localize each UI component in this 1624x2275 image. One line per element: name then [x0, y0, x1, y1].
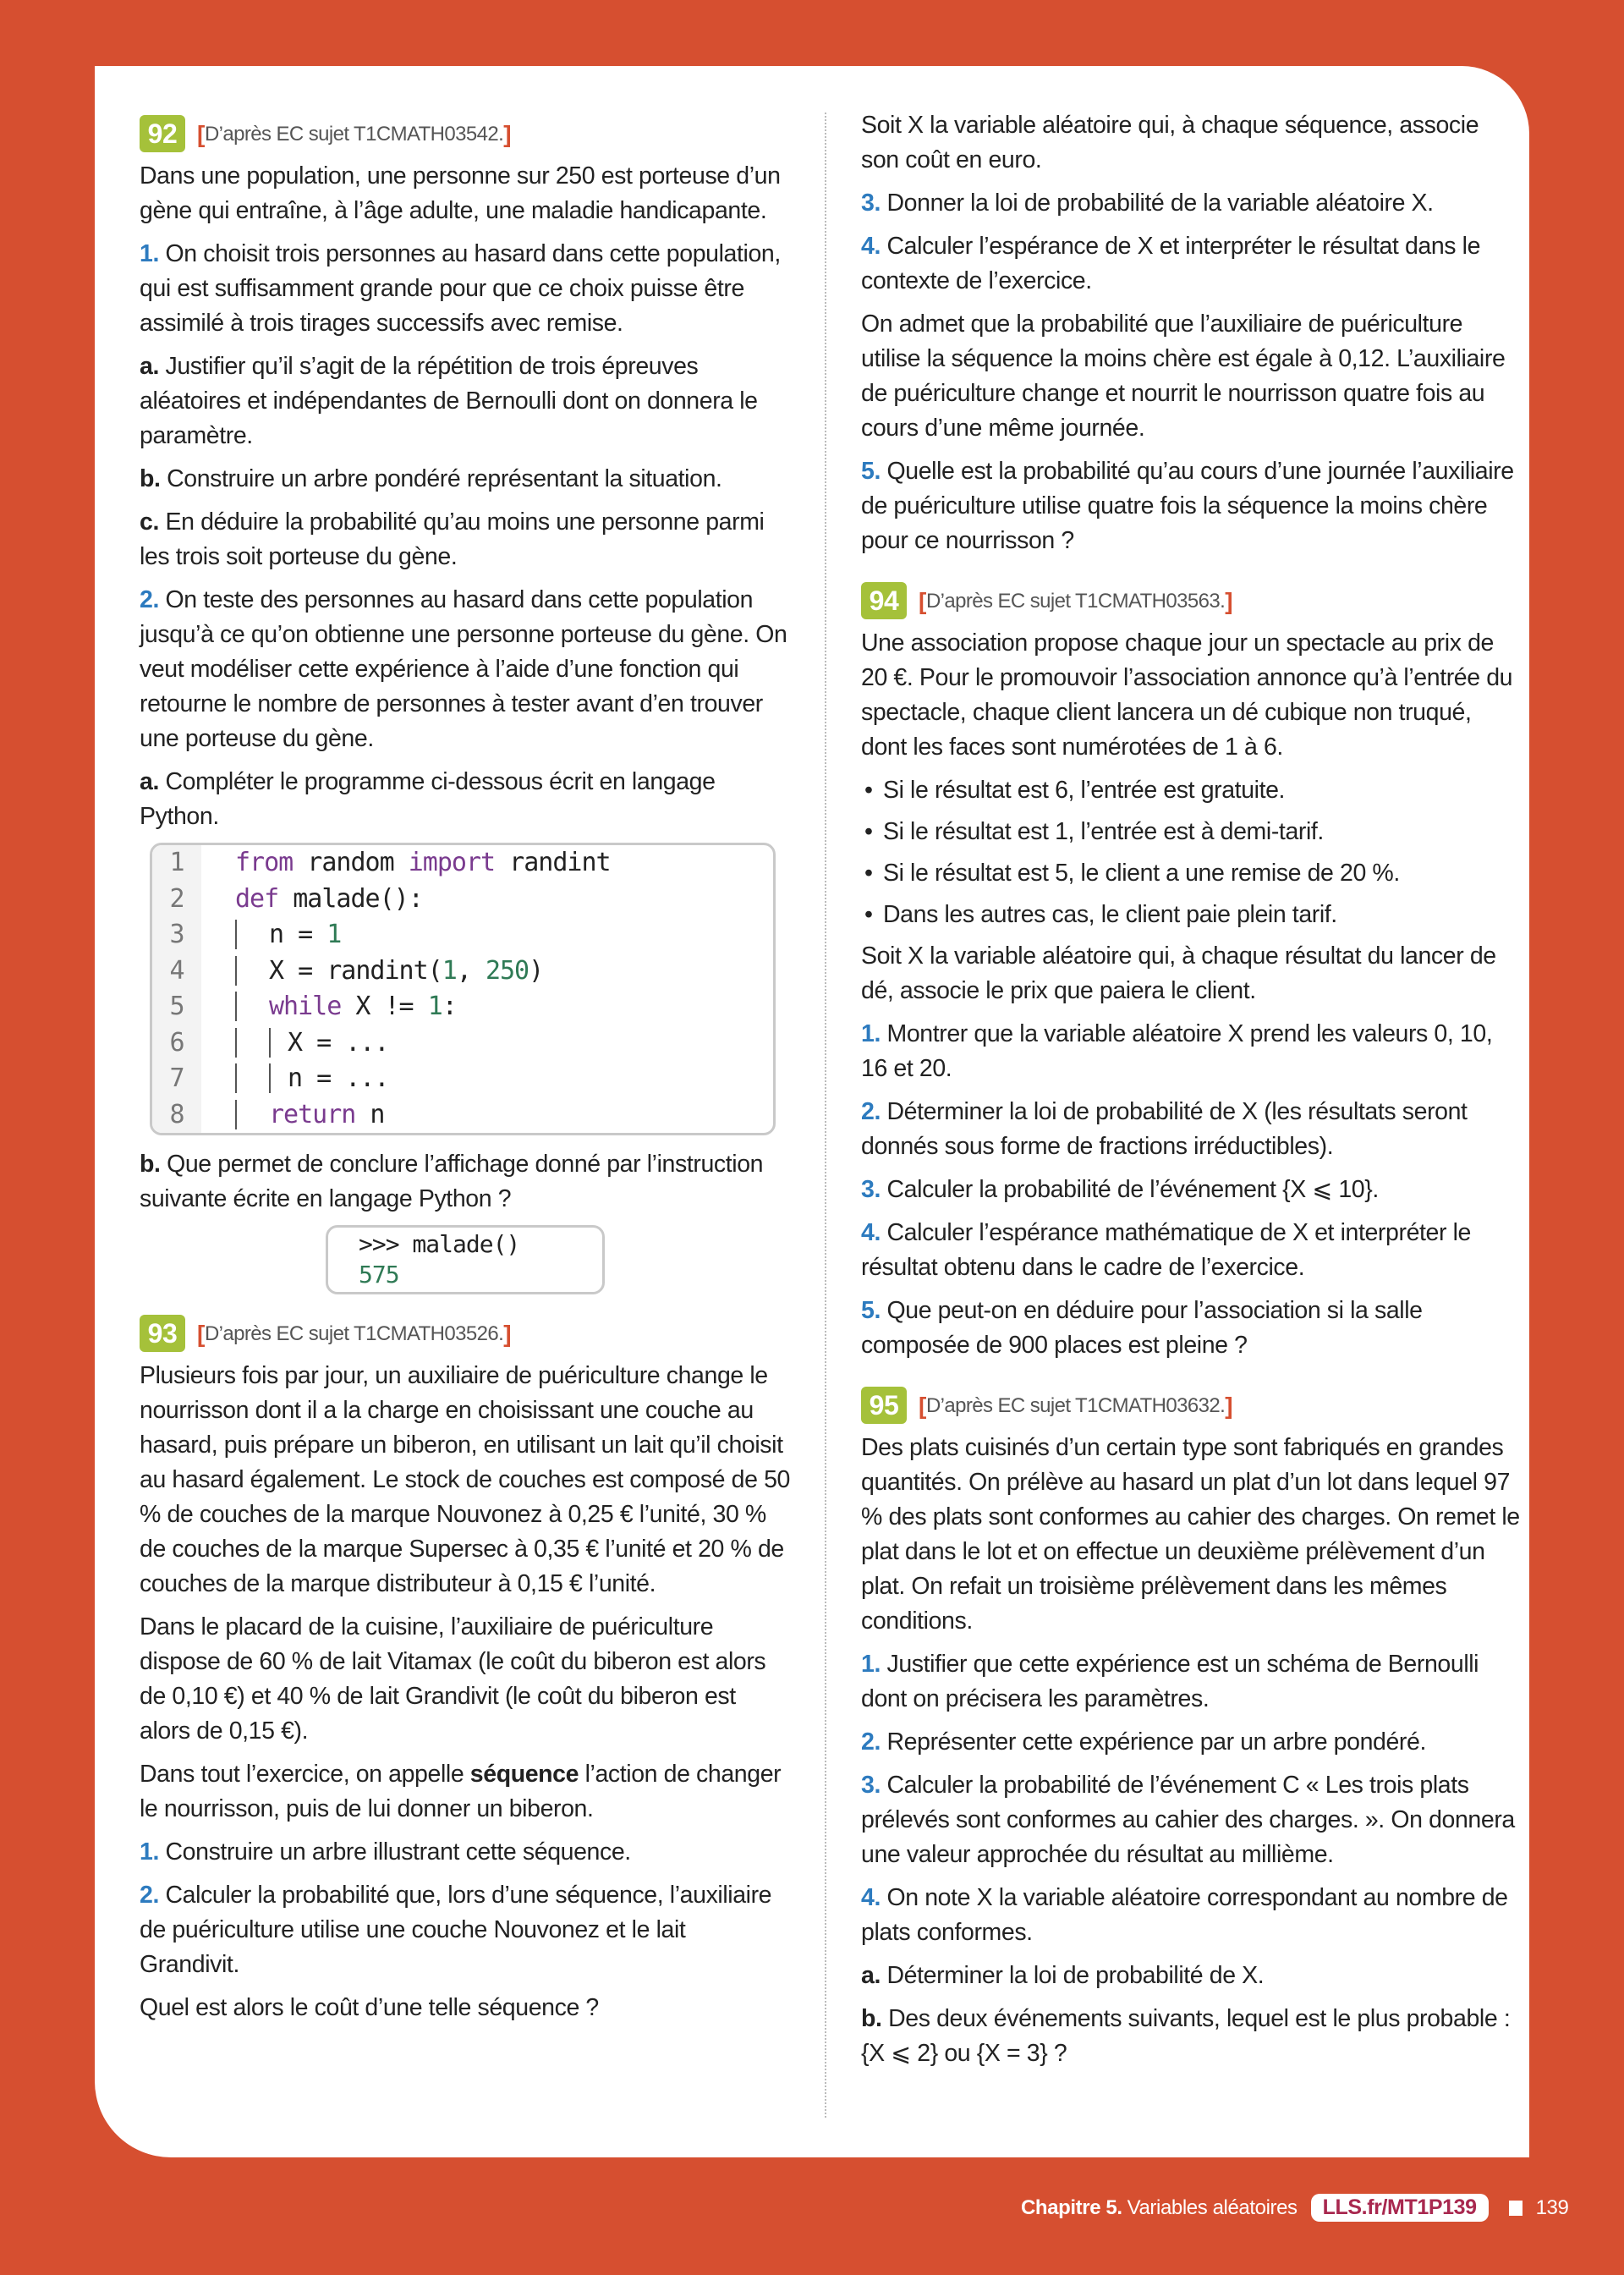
ex95-p1: Des plats cuisinés d’un certain type sont fabriqués en grandes quantités. On prélève au hasard un plat d’un lot dans lequel 97 % des plats sont conformes au cahier des charges. On remet le plat dans le lot et on effectue un deuxième prélèvement d’un plat. On refait un troisième prélèvement dans les mêmes conditions. — [861, 1434, 1520, 1635]
ex95-q4a: a. Déterminer la loi de probabilité de X. — [861, 1962, 1265, 1989]
ex93-p5: Soit X la variable aléatoire qui, à chaque séquence, associe son coût en euro. — [861, 112, 1479, 173]
ex92-q2a: a. Compléter le programme ci-dessous écrit en langage Python. — [140, 768, 716, 830]
exercise-92-header: 92 [ D’après EC sujet T1CMATH03542. ] — [140, 115, 791, 152]
ex95-q3: 3. Calculer la probabilité de l’événement C « Les trois plats prélevés sont conformes au cahier des charges. ». On donnera une valeur approchée du résultat au millième. — [861, 1772, 1515, 1868]
ex93-p4: Quel est alors le coût d’une telle séquence ? — [140, 1994, 599, 2021]
ex93-q2: 2. Calculer la probabilité que, lors d’une séquence, l’auxiliaire de puériculture utilise une couche Nouvonez et le lait Grandivit. — [140, 1882, 772, 1978]
ex92-q1a: a. Justifier qu’il s’agit de la répétition de trois épreuves aléatoires et indépendantes de Bernoulli dont on donnera le paramètre. — [140, 353, 758, 449]
ex94-q1: 1. Montrer que la variable aléatoire X prend les valeurs 0, 10, 16 et 20. — [861, 1020, 1493, 1082]
exercise-number-badge: 95 — [861, 1387, 907, 1424]
ex92-q1b: b. Construire un arbre pondéré représentant la situation. — [140, 465, 722, 492]
ex93-p2: Dans le placard de la cuisine, l’auxiliaire de puériculture dispose de 60 % de lait Vitamax (le coût du biberon est alors de 0,10 €) et 40 % de lait Grandivit (le coût du biberon est alors de 0,15 €). — [140, 1613, 766, 1745]
ex94-p1: Une association propose chaque jour un spectacle au prix de 20 €. Pour le promouvoir l’association annonce qu’à l’entrée du spectacle, chaque client lancera un dé cubique non truqué, dont les faces sont numérotées de 1 à 6. — [861, 629, 1513, 761]
ex94-q5: 5. Que peut-on en déduire pour l’association si la salle composée de 900 places est pleine ? — [861, 1297, 1423, 1359]
ex95-q2: 2. Représenter cette expérience par un arbre pondéré. — [861, 1728, 1426, 1756]
ex93-q5: 5. Quelle est la probabilité qu’au cours d’une journée l’auxiliaire de puériculture utilise quatre fois la séquence la moins chère pour ce nourrisson ? — [861, 458, 1514, 554]
exercise-number-badge: 94 — [861, 582, 907, 619]
exercise-source: D’après EC sujet T1CMATH03563. — [925, 589, 1226, 613]
chapter-title: Variables aléatoires — [1127, 2195, 1298, 2219]
page-number: 139 — [1535, 2195, 1569, 2219]
ex94-q4: 4. Calculer l’espérance mathématique de X et interpréter le résultat obtenu dans le cadre de l’exercice. — [861, 1219, 1471, 1281]
bullet-item: • Dans les autres cas, le client paie plein tarif. — [861, 898, 1521, 932]
chapter-label: Chapitre 5. — [1021, 2195, 1122, 2219]
exercise-95-header: 95 [ D’après EC sujet T1CMATH03632. ] — [861, 1387, 1521, 1424]
exercise-94-header: 94 [ D’après EC sujet T1CMATH03563. ] — [861, 582, 1521, 619]
right-column — [861, 108, 1521, 2080]
python-code-block: 1 from random import randint 2 def malade(): 3 n = 1 4 X = randint(1, 250) 5 while X != 1: 6 X = ... 7 n = ... 8 return n — [150, 843, 776, 1135]
ex94-p2: Soit X la variable aléatoire qui, à chaque résultat du lancer de dé, associe le prix que paiera le client. — [861, 942, 1496, 1004]
ex93-p6: On admet que la probabilité que l’auxiliaire de puériculture utilise la séquence la moins chère est égale à 0,12. L’auxiliaire de puériculture change et nourrit le nourrisson quatre fois au cours d’une même journée. — [861, 310, 1506, 442]
exercise-source: D’après EC sujet T1CMATH03542. — [204, 122, 504, 146]
exercise-source: D’après EC sujet T1CMATH03632. — [925, 1393, 1226, 1417]
ex93-p1: Plusieurs fois par jour, un auxiliaire de puériculture change le nourrisson dont il a la charge en choisissant une couche au hasard, puis prépare un biberon, en utilisant un lait qu’il choisit au hasard également. Le stock de couches est composé de 50 % de couches de la marque Nouvonez à 0,25 € l’unité, 30 % de couches de la marque Supersec à 0,35 € l’unité et 20 % de couches de la marque distributeur à 0,15 € l’unité. — [140, 1362, 790, 1597]
lls-link[interactable]: LLS.fr/MT1P139 — [1311, 2194, 1489, 2222]
ex93-q3: 3. Donner la loi de probabilité de la variable aléatoire X. — [861, 190, 1434, 217]
ex92-q1c: c. En déduire la probabilité qu’au moins une personne parmi les trois soit porteuse du gène. — [140, 508, 765, 570]
exercise-number-badge: 93 — [140, 1315, 185, 1352]
exercise-number-badge: 92 — [140, 115, 185, 152]
left-column — [140, 110, 791, 2034]
ex93-q1: 1. Construire un arbre illustrant cette séquence. — [140, 1838, 631, 1866]
ex93-q4: 4. Calculer l’espérance de X et interpréter le résultat dans le contexte de l’exercice. — [861, 233, 1481, 294]
exercise-93-header: 93 [ D’après EC sujet T1CMATH03526. ] — [140, 1315, 791, 1352]
ex95-q4: 4. On note X la variable aléatoire correspondant au nombre de plats conformes. — [861, 1884, 1508, 1946]
bullet-item: • Si le résultat est 6, l’entrée est gratuite. — [861, 773, 1521, 808]
ex94-q2: 2. Déterminer la loi de probabilité de X (les résultats seront donnés sous forme de fractions irréductibles). — [861, 1098, 1468, 1160]
column-divider — [825, 113, 826, 2118]
page-footer — [1021, 2194, 1568, 2222]
ex92-intro: Dans une population, une personne sur 250 est porteuse d’un gène qui entraîne, à l’âge adulte, une maladie handicapante. — [140, 162, 781, 224]
ex92-q2: 2. On teste des personnes au hasard dans cette population jusqu’à ce qu’on obtienne une personne porteuse du gène. On veut modéliser cette expérience à l’aide d’une fonction qui retourne le nombre de personnes à tester avant d’en trouver une porteuse du gène. — [140, 586, 787, 752]
page-card — [95, 66, 1529, 2157]
bullet-item: • Si le résultat est 1, l’entrée est à demi-tarif. — [861, 815, 1521, 849]
exercise-source: D’après EC sujet T1CMATH03526. — [204, 1322, 504, 1345]
ex95-q1: 1. Justifier que cette expérience est un schéma de Bernoulli dont on précisera les paramètres. — [861, 1651, 1479, 1712]
ex92-q1: 1. On choisit trois personnes au hasard dans cette population, qui est suffisamment grande pour que ce choix puisse être assimilé à trois tirages successifs avec remise. — [140, 240, 781, 337]
ex92-q2b: b. Que permet de conclure l’affichage donné par l’instruction suivante écrite en langage Python ? — [140, 1151, 764, 1212]
bullet-item: • Si le résultat est 5, le client a une remise de 20 %. — [861, 856, 1521, 891]
ex95-q4b: b. Des deux événements suivants, lequel est le plus probable : {X ⩽ 2} ou {X = 3} ? — [861, 2005, 1511, 2067]
ex94-q3: 3. Calculer la probabilité de l’événement {X ⩽ 10}. — [861, 1176, 1379, 1203]
ex93-p3: Dans tout l’exercice, on appelle séquence l’action de changer le nourrisson, puis de lui donner un biberon. — [140, 1761, 782, 1822]
python-console-output: >>> malade() 575 — [326, 1225, 605, 1294]
square-marker-icon — [1509, 2201, 1522, 2216]
